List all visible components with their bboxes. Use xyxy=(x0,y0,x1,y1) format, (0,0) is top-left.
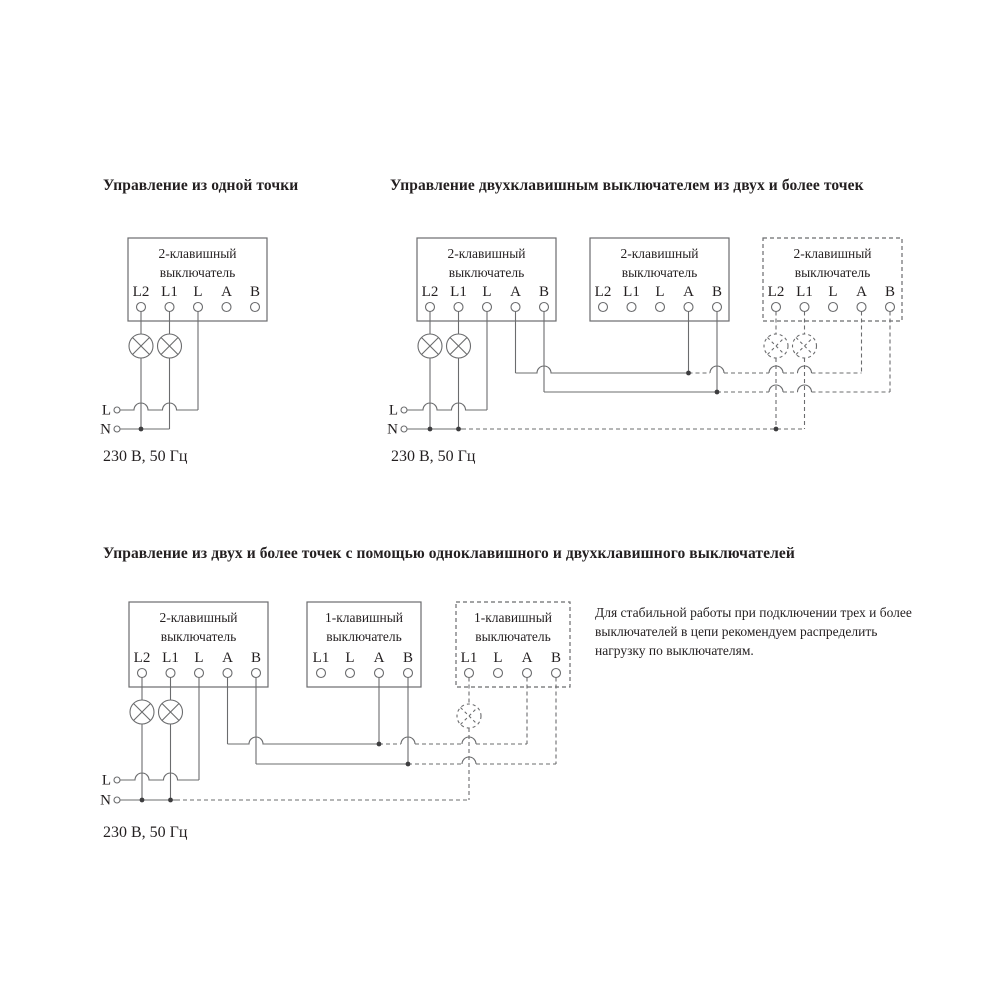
terminal-label-b: B xyxy=(550,650,562,666)
terminal-circle xyxy=(772,303,781,312)
lamp-icon xyxy=(130,700,154,724)
load-distribution-note: Для стабильной работы при подключении трех и более выключателей в цепи рекомендуем распределить нагрузку по выключателям. xyxy=(595,605,912,658)
live-label: L xyxy=(101,402,111,419)
terminal-label-b: B xyxy=(402,650,414,666)
lamp-icon xyxy=(418,334,442,358)
junction-dot xyxy=(686,371,691,376)
terminal-label-l: L xyxy=(482,284,492,300)
terminal-circle xyxy=(800,303,809,312)
switch-box-title-line2: выключатель xyxy=(160,629,237,644)
lamp-icon xyxy=(447,334,471,358)
terminal-circle xyxy=(465,669,474,678)
switch-box-2key xyxy=(129,602,268,687)
junction-dot xyxy=(139,427,144,432)
diagram-one-point xyxy=(100,238,267,465)
switch-box-2key-first xyxy=(417,238,556,321)
neutral-label: N xyxy=(387,421,398,438)
terminal-label-l1: L1 xyxy=(312,650,330,666)
switch-box-2key-optional xyxy=(763,238,902,321)
lamp-icon xyxy=(159,700,183,724)
switch-box-title-line1: 2-клавишный xyxy=(793,246,872,261)
neutral-label: N xyxy=(100,421,111,438)
junction-dot xyxy=(140,798,145,803)
terminal-label-a: A xyxy=(510,284,521,300)
lamp-icon-dashed xyxy=(764,334,788,358)
switch-box-1key xyxy=(307,602,421,687)
terminal-circle xyxy=(684,303,693,312)
live-source-circle xyxy=(401,407,407,413)
switch-box-title-line2: выключатель xyxy=(621,265,698,280)
terminal-label-b: B xyxy=(884,284,896,300)
terminal-label-a: A xyxy=(222,650,233,666)
terminal-circle xyxy=(454,303,463,312)
terminal-label-l: L xyxy=(345,650,355,666)
switch-box-2key xyxy=(128,238,267,321)
terminal-label-l1: L1 xyxy=(161,284,178,300)
switch-box-title-line2: выключатель xyxy=(326,629,402,644)
terminal-label-b: B xyxy=(249,284,261,300)
terminal-label-l2: L2 xyxy=(594,284,612,300)
terminal-label-b: B xyxy=(250,650,262,666)
switch-box-title-line1: 1-клавишный xyxy=(324,610,404,625)
junction-dot xyxy=(774,427,779,432)
junction-dot xyxy=(456,427,461,432)
terminal-label-l: L xyxy=(493,650,503,666)
terminal-label-l2: L2 xyxy=(767,284,785,300)
section-title-two-key-multi: Управление двухклавишным выключателем из двух и более точек xyxy=(390,177,864,194)
terminal-circle xyxy=(165,303,174,312)
terminal-circle xyxy=(857,303,866,312)
junction-dot xyxy=(428,427,433,432)
section-title-one-point: Управление из одной точки xyxy=(103,177,299,194)
terminal-circle xyxy=(317,669,326,678)
terminal-circle xyxy=(483,303,492,312)
terminal-label-l2: L2 xyxy=(421,284,439,300)
wiring xyxy=(120,312,198,430)
terminal-circle xyxy=(599,303,608,312)
neutral-source-circle xyxy=(114,426,120,432)
terminal-circle xyxy=(627,303,636,312)
voltage-label: 230 В, 50 Гц xyxy=(103,824,188,841)
lamp-icon-dashed xyxy=(793,334,817,358)
terminal-label-l1: L1 xyxy=(796,284,813,300)
terminal-circle xyxy=(552,669,561,678)
terminal-circle xyxy=(166,669,175,678)
terminal-label-a: A xyxy=(221,284,232,300)
switch-box-title-line2: выключатель xyxy=(475,629,551,644)
terminal-label-l: L xyxy=(193,284,203,300)
terminal-label-a: A xyxy=(683,284,694,300)
diagram-mixed-multi xyxy=(100,602,570,841)
live-label: L xyxy=(101,772,111,789)
terminal-circle xyxy=(346,669,355,678)
live-source-circle xyxy=(114,407,120,413)
terminal-label-l2: L2 xyxy=(132,284,150,300)
terminal-circle xyxy=(223,669,232,678)
terminal-label-a: A xyxy=(521,650,533,666)
voltage-label: 230 В, 50 Гц xyxy=(103,448,188,465)
switch-box-title-line2: выключатель xyxy=(159,265,236,280)
terminal-label-a: A xyxy=(373,650,385,666)
terminal-label-l1: L1 xyxy=(162,650,179,666)
switch-box-title-line1: 2-клавишный xyxy=(159,610,238,625)
wiring-dashed xyxy=(462,312,890,430)
terminal-label-l1: L1 xyxy=(623,284,640,300)
terminal-circle xyxy=(137,303,146,312)
lamp-icon xyxy=(158,334,182,358)
live-label: L xyxy=(388,402,398,419)
terminal-circle xyxy=(523,669,532,678)
terminal-circle xyxy=(494,669,503,678)
terminal-circle xyxy=(252,669,261,678)
terminal-circle xyxy=(404,669,413,678)
terminal-circle xyxy=(656,303,665,312)
junction-dot xyxy=(377,742,382,747)
junction-dot xyxy=(168,798,173,803)
switch-box-1key-optional xyxy=(456,602,570,687)
diagram-two-key-multi xyxy=(387,238,902,465)
neutral-label: N xyxy=(100,792,111,809)
terminal-circle xyxy=(713,303,722,312)
terminal-circle xyxy=(222,303,231,312)
switch-box-title-line2: выключатель xyxy=(794,265,871,280)
switch-box-title-line2: выключатель xyxy=(448,265,525,280)
junction-dot xyxy=(715,390,720,395)
wiring-solid xyxy=(120,678,476,801)
wiring-solid xyxy=(407,312,812,430)
terminal-label-l1: L1 xyxy=(450,284,467,300)
terminal-circle xyxy=(886,303,895,312)
terminal-circle xyxy=(540,303,549,312)
terminal-label-b: B xyxy=(711,284,723,300)
lamp-icon xyxy=(129,334,153,358)
terminal-label-l: L xyxy=(194,650,204,666)
terminal-label-l: L xyxy=(655,284,665,300)
terminal-circle xyxy=(829,303,838,312)
terminal-circle xyxy=(251,303,260,312)
terminal-circle xyxy=(138,669,147,678)
live-source-circle xyxy=(114,777,120,783)
neutral-source-circle xyxy=(114,797,120,803)
wiring-dashed xyxy=(176,678,556,801)
neutral-source-circle xyxy=(401,426,407,432)
lamp-icon-dashed xyxy=(457,704,481,728)
terminal-label-l2: L2 xyxy=(133,650,151,666)
terminal-label-a: A xyxy=(856,284,867,300)
section-title-mixed-multi: Управление из двух и более точек с помощью одноклавишного и двухклавишного выключателей xyxy=(103,545,795,562)
switch-box-title-line1: 2-клавишный xyxy=(158,246,237,261)
terminal-circle xyxy=(195,669,204,678)
switch-box-title-line1: 2-клавишный xyxy=(447,246,526,261)
voltage-label: 230 В, 50 Гц xyxy=(391,448,476,465)
terminal-circle xyxy=(426,303,435,312)
terminal-label-l: L xyxy=(828,284,838,300)
terminal-circle xyxy=(375,669,384,678)
terminal-circle xyxy=(511,303,520,312)
terminal-label-b: B xyxy=(538,284,550,300)
terminal-circle xyxy=(194,303,203,312)
switch-box-title-line1: 2-клавишный xyxy=(620,246,699,261)
switch-box-2key-second xyxy=(590,238,729,321)
junction-dot xyxy=(406,762,411,767)
switch-box-title-line1: 1-клавишный xyxy=(473,610,553,625)
terminal-label-l1: L1 xyxy=(460,650,478,666)
